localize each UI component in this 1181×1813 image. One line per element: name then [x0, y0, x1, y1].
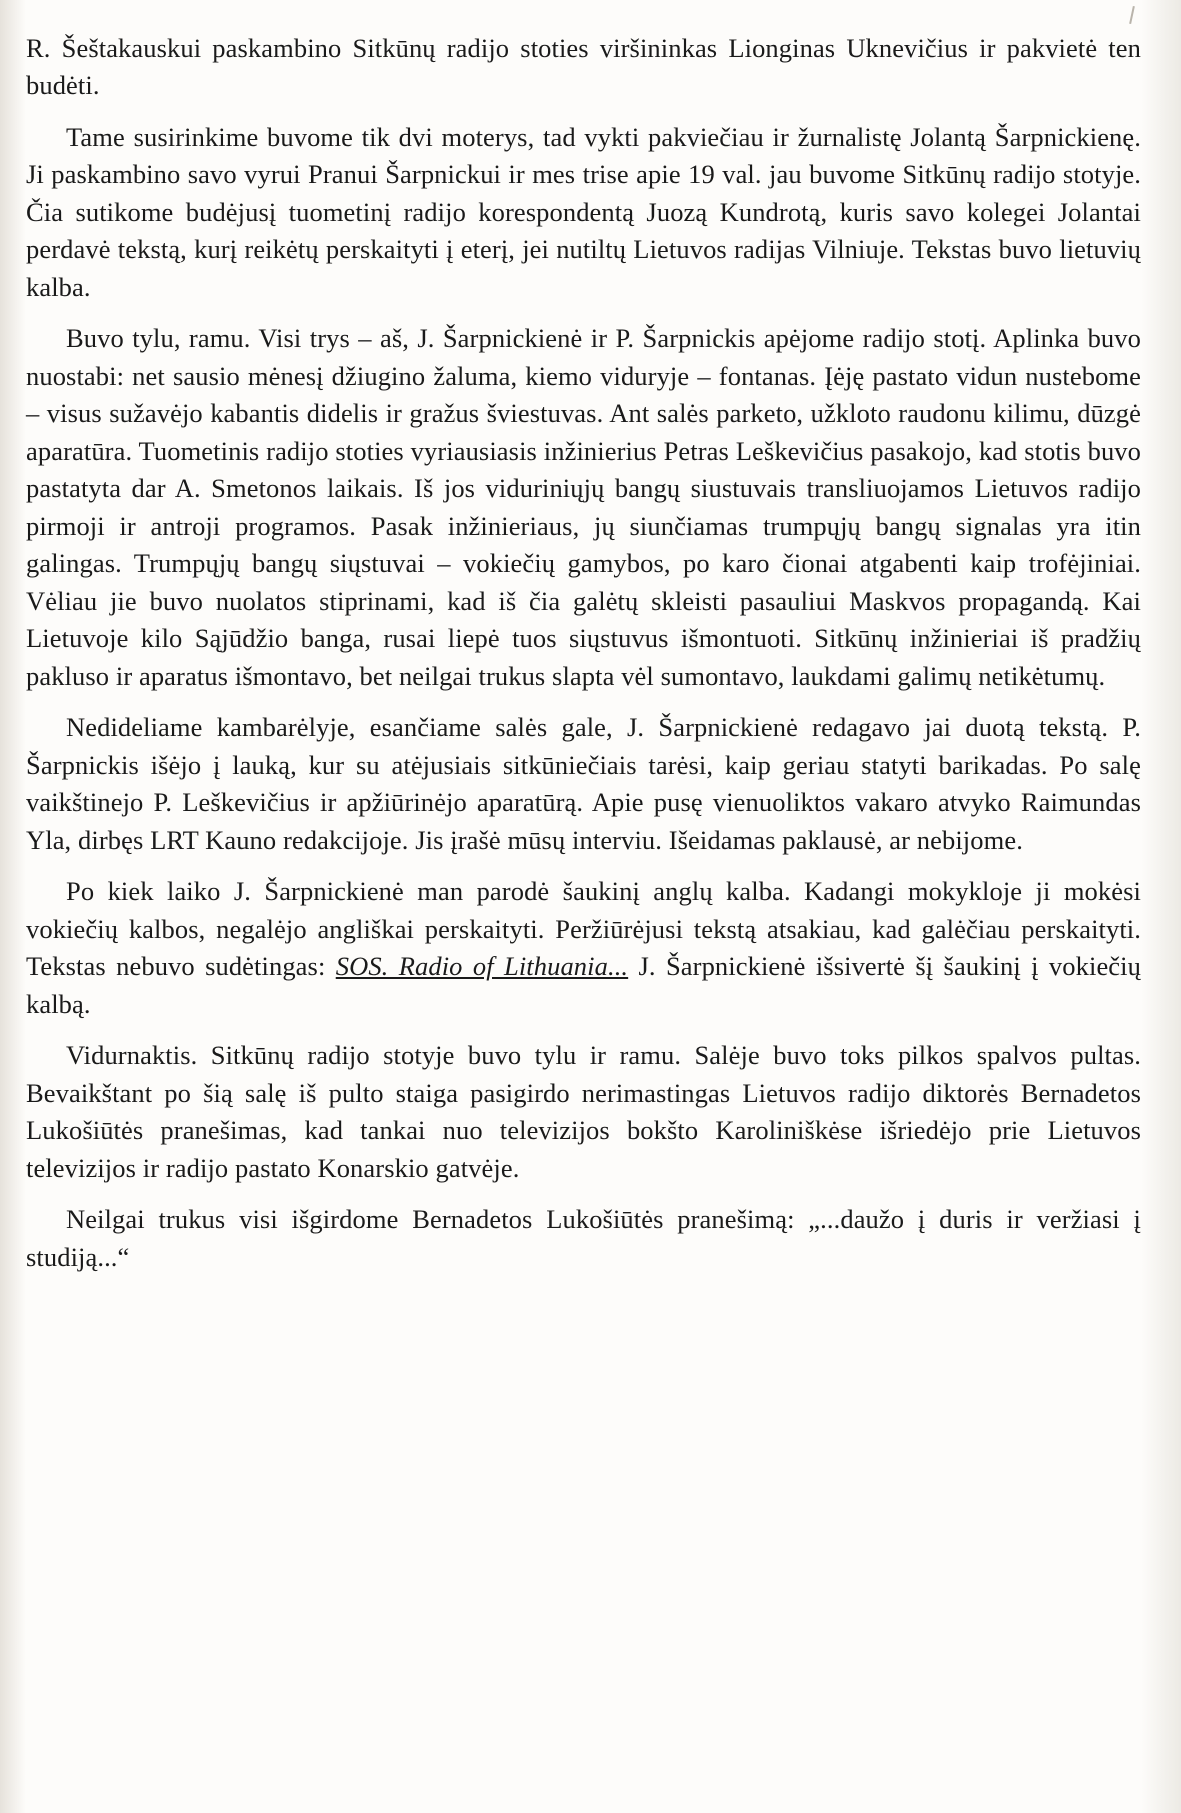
paragraph-6: Vidurnaktis. Sitkūnų radijo stotyje buvo tylu ir ramu. Salėje buvo toks pilkos spalvos pultas. Bevaikštant po šią salę iš pulto staiga pasigirdo nerimastingas Lietuvos radijo diktorės Bernadetos Lukošiūtės pranešimas, kad tankai nuo televizijos bokšto Karoliniškėse išriedėjo prie Lietuvos televizijos ir radijo pastato Konarskio gatvėje. [26, 1040, 1141, 1183]
paragraph-5-text-after: J. Šarpnickienė išsivertė šį šaukinį į vokiečių kalbą. [26, 951, 1141, 1019]
page-edge-mark [1129, 6, 1135, 24]
paragraph-7: Neilgai trukus visi išgirdome Bernadetos Lukošiūtės pranešimą: „...daužo į duris ir veržiasi į studiją...“ [26, 1204, 1141, 1272]
paragraph-5 [26, 873, 1141, 1023]
callsign-phrase: SOS. Radio of Lithuania... [335, 951, 629, 982]
paragraph-3: Buvo tylu, ramu. Visi trys – aš, J. Šarpnickienė ir P. Šarpnickis apėjome radijo stotį. Aplinka buvo nuostabi: net sausio mėnesį džiugino žaluma, kiemo viduryje – fontanas. Įėję pastato vidun nustebome – visus sužavėjo kabantis didelis ir gražus šviestuvas. Ant salės parketo, užkloto raudonu kilimu, dūzgė aparatūra. Tuometinis radijo stoties vyriausiasis inžinierius Petras Leškevičius pasakojo, kad stotis buvo pastatyta dar A. Smetonos laikais. Iš jos viduriniųjų bangų siustuvais transliuojamos Lietuvos radijo pirmoji ir antroji programos. Pasak inžinieriaus, jų siunčiamas trumpųjų bangų signalas yra itin galingas. Trumpųjų bangų siųstuvai – vokiečių gamybos, po karo čionai atgabenti kaip trofėjiniai. Vėliau jie buvo nuolatos stiprinami, kad iš čia galėtų skleisti pasauliui Maskvos propagandą. Kai Lietuvoje kilo Sąjūdžio banga, rusai liepė tuos siųstuvus išmontuoti. Sitkūnų inžinieriai iš pradžių pakluso ir aparatus išmontavo, bet neilgai trukus slapta vėl sumontavo, laukdami galimų netikėtumų. [26, 323, 1141, 691]
paragraph-4: Nedideliame kambarėlyje, esančiame salės gale, J. Šarpnickienė redagavo jai duotą tekstą. P. Šarpnickis išėjo į lauką, kur su atėjusiais sitkūniečiais tarėsi, kaip geriau statyti barikadas. Po salę vaikštinejo P. Leškevičius ir apžiūrinėjo aparatūrą. Apie pusę vienuoliktos vakaro atvyko Raimundas Yla, dirbęs LRT Kauno redakcijoje. Jis įrašė mūsų interviu. Išeidamas paklausė, ar nebijome. [26, 712, 1141, 855]
paragraph-1: R. Šeštakauskui paskambino Sitkūnų radijo stoties viršininkas Lionginas Uknevičius ir pakvietė ten budėti. [26, 33, 1141, 101]
page-text-body [26, 30, 1141, 1793]
paragraph-2: Tame susirinkime buvome tik dvi moterys, tad vykti pakviečiau ir žurnalistę Jolantą Šarpnickienę. Ji paskambino savo vyrui Pranui Šarpnickui ir mes trise apie 19 val. jau buvome Sitkūnų radijo stotyje. Čia sutikome budėjusį tuometinį radijo korespondentą Juozą Kundrotą, kuris savo kolegei Jolantai perdavė tekstą, kurį reikėtų perskaityti į eterį, jei nutiltų Lietuvos radijas Vilniuje. Tekstas buvo lietuvių kalba. [26, 121, 1141, 302]
paragraph-5-text-before: Po kiek laiko J. Šarpnickienė man parodė šaukinį anglų kalba. Kadangi mokykloje ji mokėsi vokiečių kalbos, negalėjo angliškai perskaityti. Peržiūrėjusi tekstą atsakiau, kad galėčiau perskaityti. Tekstas nebuvo sudėtingas: [26, 876, 1141, 982]
